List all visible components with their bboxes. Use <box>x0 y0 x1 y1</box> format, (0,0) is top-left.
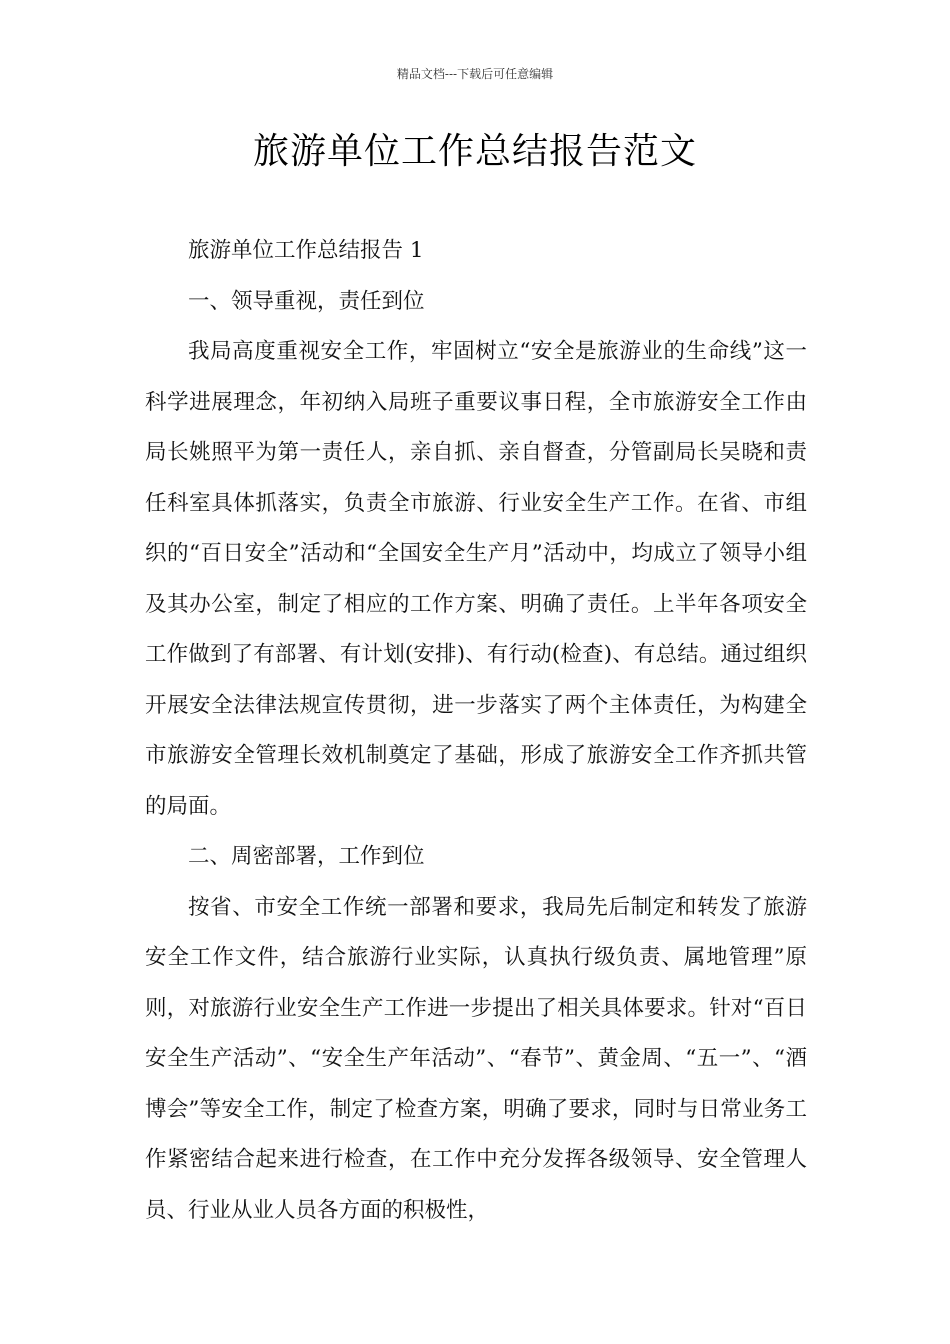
header-note: 精品文档---下载后可任意编辑 <box>396 67 554 81</box>
document-body <box>145 226 807 1236</box>
section-heading-1: 一、领导重视，责任到位 <box>188 288 425 314</box>
body-paragraph-2: 按省、市安全工作统一部署和要求，我局先后制定和转发了旅游安全工作文件，结合旅游行业实际，认真执行级负责、属地管理”原则，对旅游行业安全生产工作进一步提出了相关具体要求。针对“百日安全生产活动”、“安全生产年活动”、“春节”、黄金周、“五一”、“酒博会”等安全工作，制定了检查方案，明确了要求，同时与日常业务工作紧密结合起来进行检查，在工作中充分发挥各级领导、安全管理人员、行业从业人员各方面的积极性， <box>145 894 807 1223</box>
report-subtitle: 旅游单位工作总结报告 1 <box>188 238 424 263</box>
body-paragraph-1: 我局高度重视安全工作，牢固树立“安全是旅游业的生命线”这一科学进展理念，年初纳入局班子重要议事日程，全市旅游安全工作由局长姚照平为第一责任人，亲自抓、亲自督查，分管副局长吴晓和责任科室具体抓落实，负责全市旅游、行业安全生产工作。在省、市组织的“百日安全”活动和“全国安全生产月”活动中，均成立了领导小组及其办公室，制定了相应的工作方案、明确了责任。上半年各项安全工作做到了有部署、有计划(安排)、有行动(检查)、有总结。通过组织开展安全法律法规宣传贯彻，进一步落实了两个主体责任，为构建全市旅游安全管理长效机制奠定了基础，形成了旅游安全工作齐抓共管的局面。 <box>145 339 807 819</box>
document-title: 旅游单位工作总结报告范文 <box>252 131 697 172</box>
section-heading-2: 二、周密部署，工作到位 <box>188 844 425 869</box>
